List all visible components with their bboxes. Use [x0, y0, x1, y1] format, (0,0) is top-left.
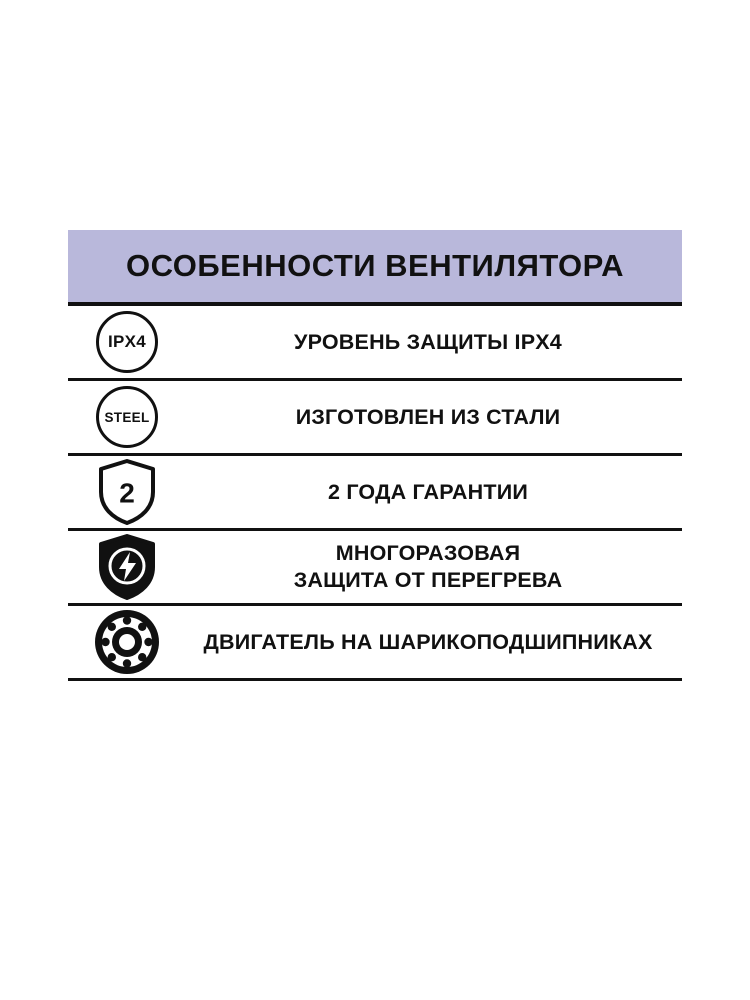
page-title: ОСОБЕННОСТИ ВЕНТИЛЯТОРА — [126, 248, 624, 283]
steel-icon-label: STEEL — [104, 409, 150, 425]
fan-features-panel — [68, 230, 682, 681]
feature-label-ipx4: УРОВЕНЬ ЗАЩИТЫ IPX4 — [294, 329, 562, 354]
warranty-shield-icon — [68, 458, 186, 526]
feature-row-warranty — [68, 456, 682, 528]
ipx4-circle-icon — [68, 311, 186, 373]
feature-label-overheat-line1: МНОГОРАЗОВАЯ — [335, 541, 521, 566]
divider-bottom — [68, 678, 682, 681]
feature-row-ipx4 — [68, 306, 682, 378]
feature-label-overheat — [186, 540, 682, 594]
feature-row-overheat — [68, 531, 682, 603]
panel-header — [68, 230, 682, 302]
feature-label-bearing: ДВИГАТЕЛЬ НА ШАРИКОПОДШИПНИКАХ — [203, 629, 653, 654]
feature-label-overheat-line2: ЗАЩИТА ОТ ПЕРЕГРЕВА — [293, 568, 563, 592]
feature-label-warranty: 2 ГОДА ГАРАНТИИ — [328, 479, 528, 504]
ball-bearing-icon — [68, 608, 186, 676]
warranty-years-value: 2 — [119, 477, 135, 509]
overheat-protection-shield-icon — [68, 533, 186, 601]
feature-row-bearing — [68, 606, 682, 678]
feature-row-steel — [68, 381, 682, 453]
ipx4-icon-label: IPX4 — [107, 332, 147, 351]
steel-circle-icon — [68, 386, 186, 448]
feature-label-steel: ИЗГОТОВЛЕН ИЗ СТАЛИ — [295, 404, 561, 429]
